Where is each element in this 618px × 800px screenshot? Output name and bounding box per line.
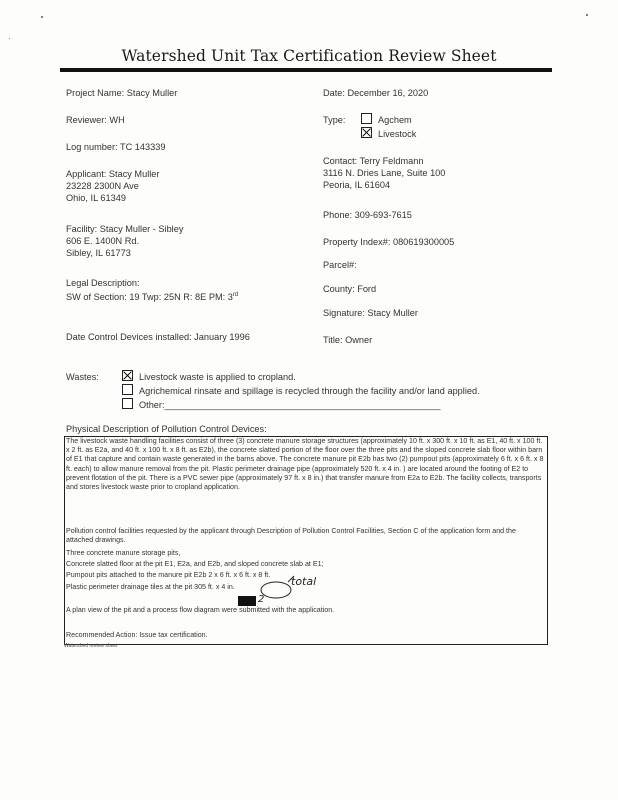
legal-value: SW of Section: 19 Twp: 25N R: 8E PM: 3 bbox=[66, 292, 233, 303]
handwritten-circle bbox=[261, 582, 291, 598]
legal-label: Legal Description: bbox=[66, 278, 140, 288]
title-owner: Title: Owner bbox=[323, 335, 373, 345]
applicant-name: Applicant: Stacy Muller bbox=[66, 169, 160, 179]
date-installed: Date Control Devices installed: January 1996 bbox=[66, 332, 250, 342]
handwritten-total: total bbox=[291, 575, 317, 588]
wastes-label: Wastes: bbox=[66, 372, 99, 382]
type-option-agchem bbox=[361, 113, 412, 126]
signature: Signature: Stacy Muller bbox=[323, 308, 418, 318]
reviewer: Reviewer: WH bbox=[66, 115, 125, 125]
physical-para-2: Pollution control facilities requested by the applicant through Description of Pollution Control Facilities, Section C of the application form and the attached drawings. bbox=[66, 527, 516, 545]
review-date: Date: December 16, 2020 bbox=[323, 88, 429, 98]
applicant-block bbox=[66, 168, 159, 204]
physical-item: Pumpout pits attached to the manure pit E2b 2 x 6 ft. x 6 ft. x 8 ft. bbox=[66, 571, 271, 579]
waste-option-other bbox=[122, 398, 440, 411]
log-number: Log number: TC 143339 bbox=[66, 142, 166, 152]
livestock-label: Livestock bbox=[378, 129, 417, 139]
waste-option-agrichemical bbox=[122, 384, 480, 397]
facility-name: Facility: Stacy Muller - Sibley bbox=[66, 224, 184, 234]
physical-para-1: The livestock waste handling facilities consist of three (3) concrete manure storage structures (approximately 10 ft. x 300 ft. x 10 ft. as E1, 40 ft. x 100 ft. x 2 ft. as E2a, and 40 ft. x 100 ft. x 8 ft. as E2b), the concrete slatted portion of the floor over the three pits and the sloped concrete slab floor within barn of E1 that capture and contain waste generated in the barns above. The concrete manure pit E2b has two (2) pumpout pits (approximately 6 ft. x 6 ft. x 8 ft. each) to allow manure removal from the pit. Plastic perimeter drainage pipe (approximately 520 ft. x 4 in. ) are located around the footing of E2 to prevent flotation of the pit. There is a PVC sewer pipe (approximately 97 ft. x 8 in.) that transfer manure from E2a to E2b. The facility collects, transports and stores livestock waste prior to cropland application. bbox=[66, 437, 544, 492]
legal-sup: rd bbox=[232, 292, 239, 298]
waste-other-label: Other:______________________________________________________ bbox=[139, 400, 441, 410]
agchem-label: Agchem bbox=[378, 115, 412, 125]
facility-block bbox=[66, 223, 183, 259]
redaction-block bbox=[238, 596, 256, 606]
property-index: Property Index#: 080619300005 bbox=[323, 237, 455, 247]
phone: Phone: 309-693-7615 bbox=[323, 210, 412, 220]
plan-note: A plan view of the pit and a process flow diagram were submitted with the application. bbox=[66, 606, 335, 614]
applicant-address: 23228 2300N Ave bbox=[66, 181, 139, 191]
contact-address: 3116 N. Dries Lane, Suite 100 bbox=[323, 168, 446, 178]
physical-item: Plastic perimeter drainage tiles at the pit 305 ft. x 4 in. bbox=[66, 583, 235, 591]
recommended-action: Recommended Action: Issue tax certification. bbox=[66, 631, 208, 639]
scan-speck bbox=[41, 16, 43, 18]
waste-agrichemical-checkbox[interactable] bbox=[122, 384, 133, 395]
page-title: Watershed Unit Tax Certification Review Sheet bbox=[121, 47, 497, 65]
agchem-checkbox[interactable] bbox=[361, 113, 372, 124]
scan-speck bbox=[9, 38, 10, 39]
title-rule bbox=[60, 68, 552, 72]
type-label: Type: bbox=[323, 115, 346, 125]
facility-address: 606 E. 1400N Rd. bbox=[66, 236, 140, 246]
footer-label: Watershed review sheet bbox=[64, 643, 118, 649]
contact-block bbox=[323, 155, 445, 191]
waste-agrichemical-label: Agrichemical rinsate and spillage is recycled through the facility and/or land applied. bbox=[139, 386, 480, 396]
physical-heading: Physical Description of Pollution Control Devices: bbox=[66, 424, 267, 434]
county: County: Ford bbox=[323, 284, 377, 294]
type-option-livestock bbox=[361, 127, 416, 140]
waste-livestock-checkbox[interactable] bbox=[122, 370, 133, 381]
project-name: Project Name: Stacy Muller bbox=[66, 88, 178, 98]
handwritten-number: 2 bbox=[258, 594, 265, 605]
legal-value-line bbox=[66, 289, 238, 303]
parcel: Parcel#: bbox=[323, 260, 357, 270]
waste-option-livestock bbox=[122, 370, 296, 383]
facility-city: Sibley, IL 61773 bbox=[66, 248, 131, 258]
contact-name: Contact: Terry Feldmann bbox=[323, 156, 424, 166]
legal-description bbox=[66, 277, 238, 303]
scan-speck bbox=[586, 14, 588, 16]
waste-other-checkbox[interactable] bbox=[122, 398, 133, 409]
applicant-city: Ohio, IL 61349 bbox=[66, 193, 126, 203]
contact-city: Peoria, IL 61604 bbox=[323, 180, 391, 190]
physical-item: Concrete slatted floor at the pit E1, E2a, and E2b, and sloped concrete slab at E1; bbox=[66, 560, 324, 568]
waste-livestock-label: Livestock waste is applied to cropland. bbox=[139, 372, 296, 382]
physical-item: Three concrete manure storage pits, bbox=[66, 549, 181, 557]
livestock-checkbox[interactable] bbox=[361, 127, 372, 138]
